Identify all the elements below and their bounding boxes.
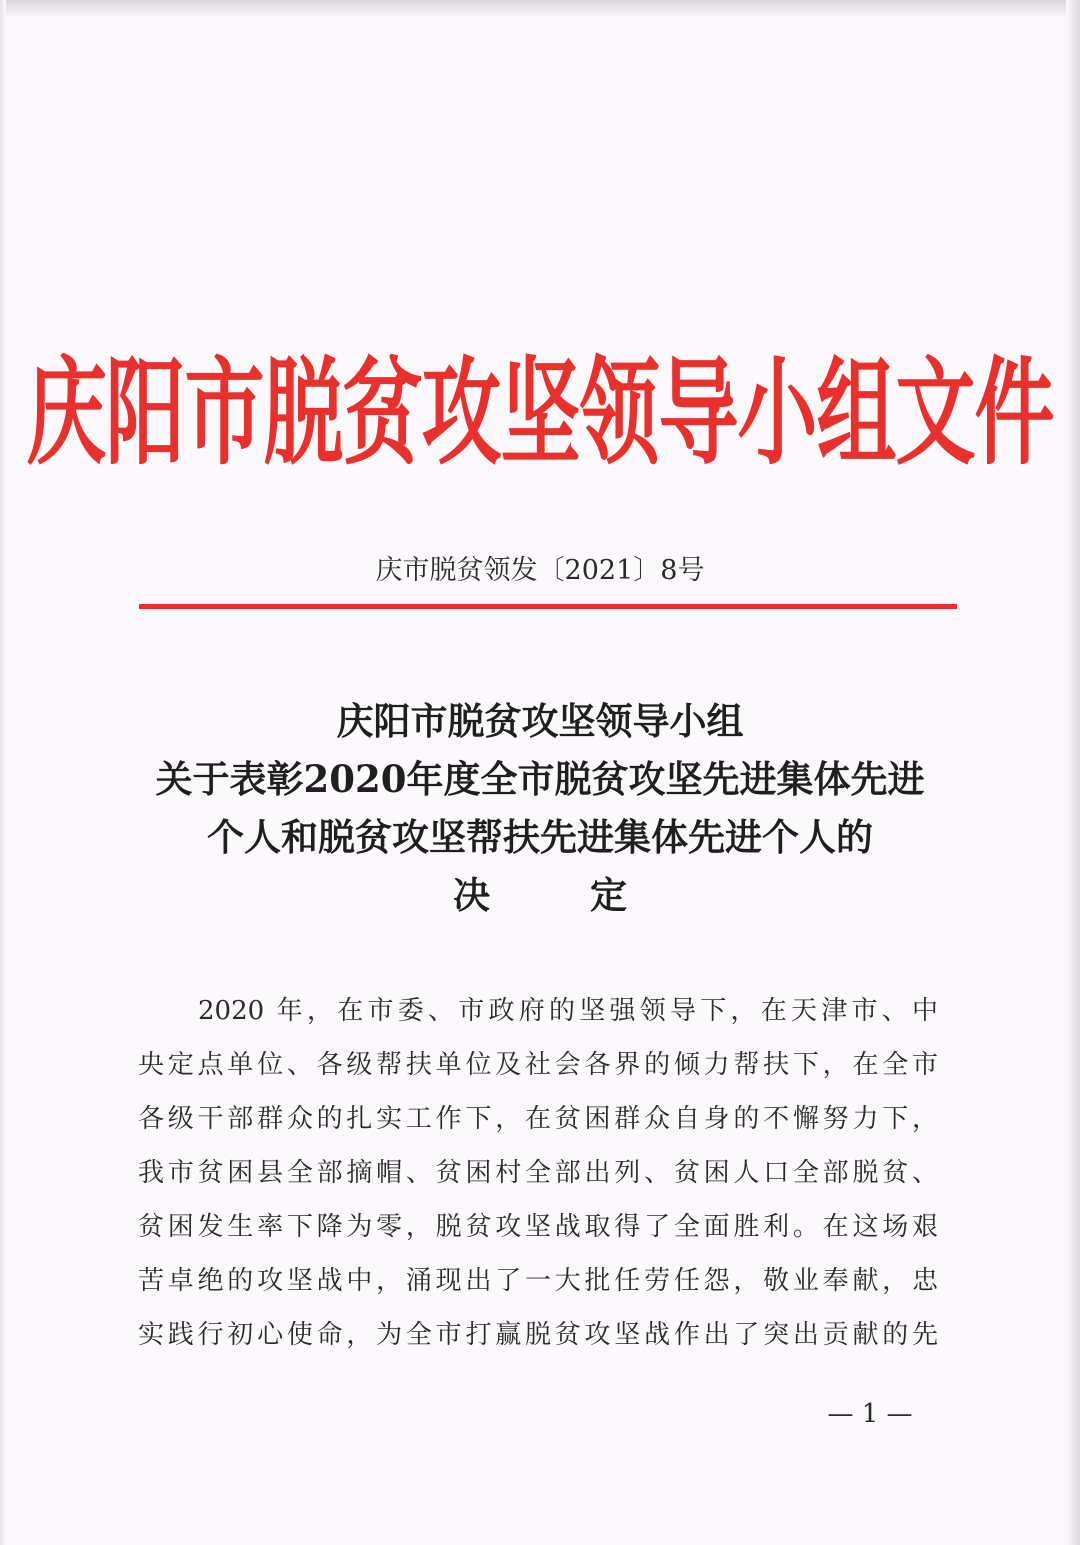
body-line: 贫困发生率下降为零，脱贫攻坚战取得了全面胜利。在这场艰 [138,1212,938,1242]
body-line: 苦卓绝的攻坚战中，涌现出了一大批任劳任怨，敬业奉献，忠 [138,1266,938,1296]
title-line-1: 庆阳市脱贫攻坚领导小组 [336,699,744,743]
title-line-2: 关于表彰2020年度全市脱贫攻坚先进集体先进 [155,757,925,801]
body-line: 实践行初心使命，为全市打赢脱贫攻坚战作出了突出贡献的先 [138,1320,938,1350]
document-title [0,692,1080,924]
body-line: 央定点单位、各级帮扶单位及社会各界的倾力帮扶下，在全市 [138,1050,938,1080]
red-separator-line [139,604,957,609]
body-line: 我市贫困县全部摘帽、贫困村全部出列、贫困人口全部脱贫、 [138,1158,938,1188]
scan-edge-top [0,0,1080,18]
document-number: 庆市脱贫领发〔2021〕8号 [375,555,705,586]
document-masthead: 庆阳市脱贫攻坚领导小组文件 [26,344,1054,481]
document-body [138,984,938,1362]
title-line-3: 个人和脱贫攻坚帮扶先进集体先进个人的 [207,815,873,859]
title-line-4: 决定 [453,873,727,917]
page-number: — 1 — [827,1399,913,1429]
body-line: 各级干部群众的扎实工作下，在贫困群众自身的不懈努力下， [138,1104,938,1134]
body-line: 2020 年，在市委、市政府的坚强领导下，在天津市、中 [198,996,938,1026]
